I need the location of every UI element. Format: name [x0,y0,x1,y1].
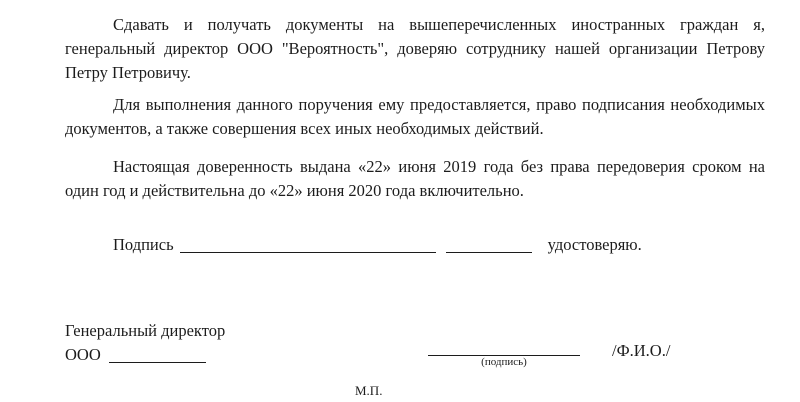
seal-placeholder: М.П. [355,383,383,398]
signature-word-label: Подпись [113,235,174,254]
fio-label: /Ф.И.О./ [612,341,671,360]
paragraph-delegation: Сдавать и получать документы на вышеперечисленных иностранных граждан я, генеральный директор ООО "Вероятность", доверяю сотруднику нашей организации Петрову Петру Петровичу. [65,15,765,82]
director-signature-area [428,338,580,369]
signature-blank-field[interactable] [180,238,436,253]
certification-line [65,233,765,257]
ooo-label: ООО [65,345,101,364]
director-title-label: Генеральный директор [65,321,226,340]
signature-block [65,319,765,377]
company-name-blank-field[interactable] [109,348,206,363]
certify-label: удостоверяю. [547,235,642,254]
director-signature-blank-field[interactable] [428,338,580,356]
paragraph-validity: Настоящая доверенность выдана «22» июня 2019 года без права передоверия сроком на один год и действительна до «22» июня 2020 года включительно. [65,157,765,200]
date-blank-field[interactable] [446,238,532,253]
signature-caption: (подпись) [481,356,527,368]
paragraph-powers: Для выполнения данного поручения ему предоставляется, право подписания необходимых документов, а также совершения всех иных необходимых действий. [65,95,765,138]
